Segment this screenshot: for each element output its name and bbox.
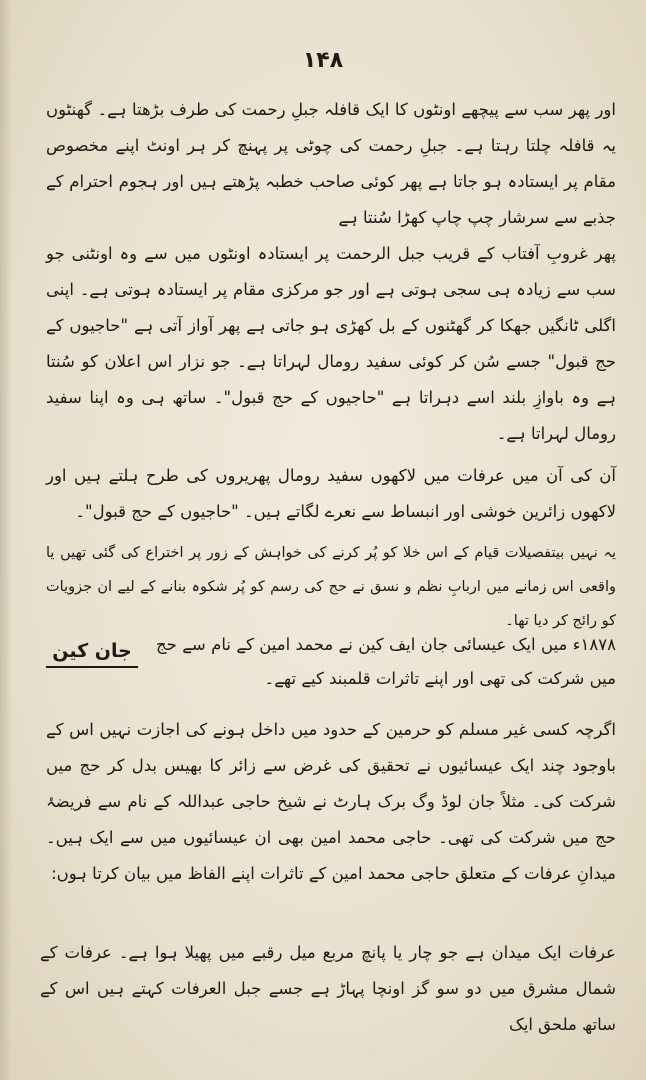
paragraph-4: اگرچہ کسی غیر مسلم کو حرمین کے حدود میں داخل ہونے کی اجازت نہیں اس کے باوجود چند ایک عیسائیوں نے تحقیق کی غرض سے زائر کا بھیس بدل کر حج میں شرکت کی۔ مثلاً جان لوڈ وگ برک ہارٹ نے شیخ حاجی عبداللہ کے نام سے فریضۂ حج میں شرکت کی تھی۔ حاجی محمد امین بھی ان عیسائیوں میں سے ایک ہیں۔ میدانِ عرفات کے متعلق حاجی محمد امین کے تاثرات اپنے الفاظ میں بیان کرتا ہوں: [46,720,616,883]
quoted-passage: عرفات ایک میدان ہے جو چار یا پانچ مربع میل رقبے میں پھیلا ہوا ہے۔ عرفات کے شمال مشرق میں دو سو گز اونچا پہاڑ ہے جسے جبل العرفات کہتے ہیں اس کے ساتھ ملحق ایک [40,943,616,1034]
section-heading: جان کین [46,640,138,668]
page-number: ۱۴۸ [302,48,344,73]
paragraph-2: پھر غروبِ آفتاب کے قریب جبل الرحمت پر ایستادہ اونٹوں میں سے وہ اونٹنی جو سب سے زیادہ ہی سجی ہوتی ہے اور جو مرکزی مقام پر ایستادہ ہوتی ہے۔ اپنی اگلی ٹانگیں جھکا کر گھٹنوں کے بل کھڑی ہو جاتی ہے پھر آواز آتی ہے "حاجیوں کے حج قبول" جسے سُن کر کوئی سفید رومال لہراتا ہے۔ جو نزار اس اعلان کو سُنتا ہے وہ باوازِ بلند اسے دہراتا ہے "حاجیوں کے حج قبول"۔ ساتھ ہی وہ اپنا سفید رومال لہراتا ہے۔ [46,244,616,443]
section-intro: ۱۸۷۸ء میں ایک عیسائی جان ایف کین نے محمد امین کے نام سے حج میں شرکت کی تھی اور اپنے تاثرات قلمبند کیے تھے۔ [156,635,616,688]
main-text-block [46,92,616,638]
footnote: یہ نہیں بیتفصیلات قیام کے اس خلا کو پُر کرنے کی خواہش کے زور پر اختراع کی گئی تھیں یا واقعی اس زمانے میں اربابِ نظم و نسق نے حج کی رسم کو پُر شکوہ بنانے کے لیے ان جزویات کو رائج کر دیا تھا۔ [46,545,616,629]
paragraph-1: اور پھر سب سے پیچھے اونٹوں کا ایک قافلہ جبلِ رحمت کی طرف بڑھتا ہے۔ گھنٹوں یہ قافلہ چلتا رہتا ہے۔ جبلِ رحمت کی چوٹی پر پہنچ کر ہر اونٹ اپنے مخصوص مقام پر ایستادہ ہو جاتا ہے پھر کوئی صاحب خطبہ پڑھتے ہیں اور ہجوم احترام کے جذبے سے سرشار چپ چاپ کھڑا سُنتا ہے [46,100,616,227]
page-edge-shadow [0,0,12,1080]
section-john-keane [46,628,616,696]
paragraph-3: آن کی آن میں عرفات میں لاکھوں سفید رومال پھریروں کی طرح ہلتے ہیں اور لاکھوں زائرین خوشی اور انبساط سے نعرے لگاتے ہیں۔ "حاجیوں کے حج قبول"۔ [46,466,616,521]
